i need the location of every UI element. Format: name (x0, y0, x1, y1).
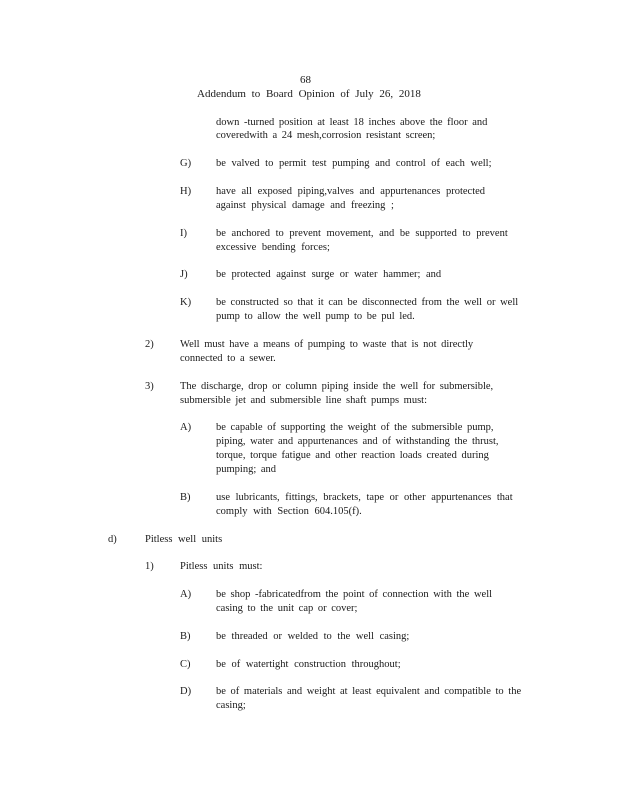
list-item-text: be shop -fabricatedfrom the point of connection with the well (216, 589, 493, 600)
list-item-text: pump to allow the well pump to be pul led. (216, 311, 415, 322)
continuation-line: coveredwith a 24 mesh,corrosion resistant screen; (216, 130, 436, 141)
list-item-text: use lubricants, fittings, brackets, tape or other appurtenances that (216, 492, 513, 503)
list-marker: B) (180, 631, 191, 642)
list-marker: C) (180, 659, 191, 670)
list-item-text: comply with Section 604.105(f). (216, 506, 362, 517)
list-item-text: submersible jet and submersible line shaft pumps must: (180, 395, 428, 406)
list-item-text: piping, water and appurtenances and of withstanding the thrust, (216, 436, 499, 447)
list-item-text: Well must have a means of pumping to waste that is not directly (180, 339, 474, 350)
list-item-text: against physical damage and freezing ; (216, 200, 394, 211)
list-item-text: torque, torque fatigue and other reaction loads created during (216, 450, 489, 461)
continuation-line: down -turned position at least 18 inches above the floor and (216, 117, 488, 128)
list-item-text: be protected against surge or water hammer; and (216, 269, 442, 280)
section-marker: d) (108, 534, 117, 545)
list-item-text: be capable of supporting the weight of the submersible pump, (216, 422, 494, 433)
list-item-text: be valved to permit test pumping and control of each well; (216, 158, 492, 169)
list-marker: A) (180, 589, 192, 600)
list-item-text: have all exposed piping,valves and appurtenances protected (216, 186, 486, 197)
list-item-text: Pitless units must: (180, 561, 263, 572)
list-marker: D) (180, 686, 192, 697)
list-marker: 3) (145, 381, 154, 392)
list-item-text: The discharge, drop or column piping inside the well for submersible, (180, 381, 494, 392)
list-item-text: casing; (216, 700, 246, 711)
list-marker: G) (180, 158, 192, 169)
list-marker: A) (180, 422, 192, 433)
list-marker: I) (180, 228, 187, 239)
list-marker: B) (180, 492, 191, 503)
list-item-text: be constructed so that it can be disconnected from the well or well (216, 297, 519, 308)
list-marker: 2) (145, 339, 154, 350)
page-number: 68 (300, 74, 311, 86)
list-item-text: pumping; and (216, 464, 277, 475)
list-item-text: be of materials and weight at least equivalent and compatible to the (216, 686, 522, 697)
page-header-title: Addendum to Board Opinion of July 26, 2018 (197, 88, 421, 100)
list-item-text: connected to a sewer. (180, 353, 276, 364)
list-item-text: be threaded or welded to the well casing; (216, 631, 410, 642)
list-marker: K) (180, 297, 192, 308)
list-marker: H) (180, 186, 192, 197)
list-item-text: be of watertight construction throughout; (216, 659, 401, 670)
list-item-text: excessive bending forces; (216, 242, 330, 253)
list-marker: J) (180, 269, 188, 280)
list-marker: 1) (145, 561, 154, 572)
list-item-text: be anchored to prevent movement, and be supported to prevent (216, 228, 508, 239)
section-heading: Pitless well units (145, 534, 223, 545)
list-item-text: casing to the unit cap or cover; (216, 603, 358, 614)
